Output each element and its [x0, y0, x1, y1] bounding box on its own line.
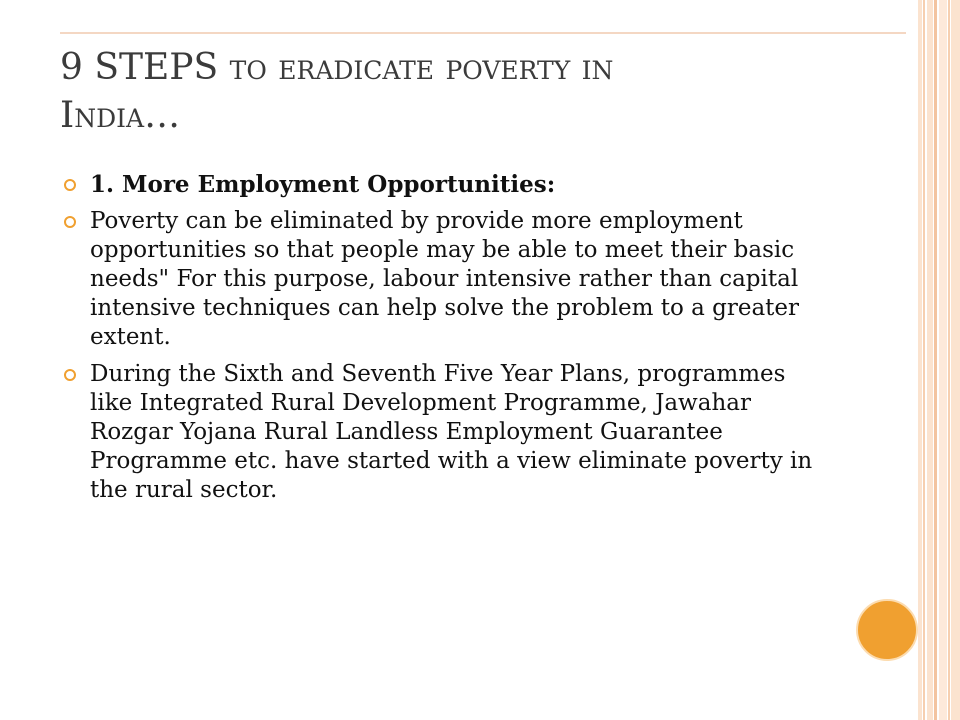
stripe-bar [948, 0, 950, 720]
bullet-text: During the Sixth and Seventh Five Year Plans, programmes like Integrated Rural Development Programme, Jawahar Rozgar Yojana Rural Landless Employment Guarantee Programme etc. have started with a view eliminate poverty in the rural sector. [90, 361, 813, 503]
bullet-ring-icon [64, 369, 76, 381]
stripe-bar [927, 0, 933, 720]
accent-circle-decoration [856, 599, 918, 661]
stripe-bar [951, 0, 960, 720]
title-line2-initial: I [60, 95, 75, 136]
bullet-text: Poverty can be eliminated by provide more employment opportunities so that people may be able to meet their basic needs" For this purpose, labour intensive rather than capital intensive techniques can help solve the problem to a greater extent. [90, 208, 800, 350]
bullet-ring-icon [64, 216, 76, 228]
bullet-text: 1. More Employment Opportunities: [90, 171, 556, 198]
stripe-bar [934, 0, 937, 720]
bullet-item [64, 170, 834, 199]
title-line2-rest: ndia… [74, 95, 181, 136]
title-rule [60, 32, 906, 34]
slide-title [60, 44, 880, 140]
right-stripe-decoration [918, 0, 960, 720]
bullet-ring-icon [64, 179, 76, 191]
slide-body [64, 170, 834, 513]
bullet-item [64, 360, 834, 505]
stripe-bar [918, 0, 922, 720]
bullet-item [64, 207, 834, 352]
title-main: 9 STEPS [60, 47, 230, 88]
stripe-bar [923, 0, 925, 720]
stripe-bar [939, 0, 947, 720]
title-smallcaps: to eradicate poverty in [229, 47, 614, 88]
